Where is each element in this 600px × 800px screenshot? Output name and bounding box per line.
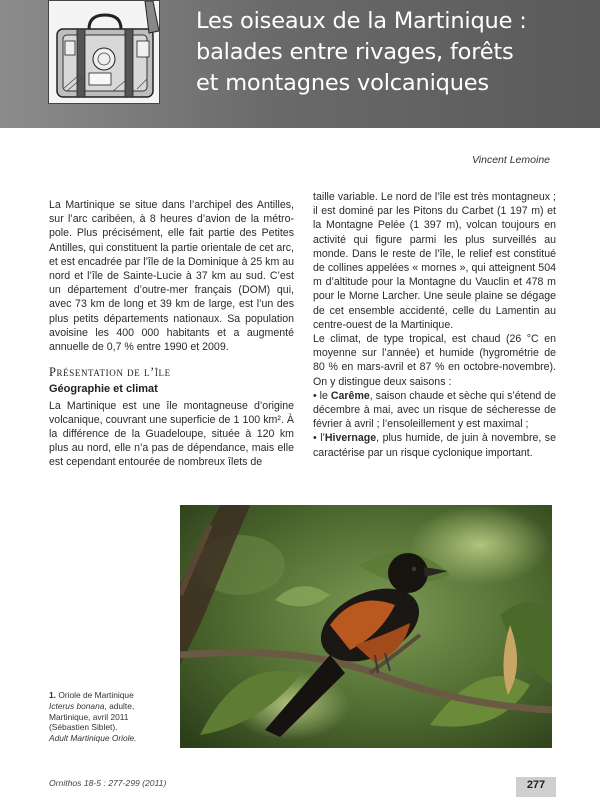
luggage-illustration-icon [48,0,160,104]
section-heading: Présentation de l’île [49,365,171,380]
right-column [313,190,556,460]
caption-title: Oriole de Martinique [58,690,134,700]
photo-caption: 1. Oriole de Martinique Icterus bonana, adulte, Martinique, avril 2011 (Sébastien Siblet). Adult Martinique Oriole. [49,690,137,744]
journal-reference: Ornithos 18-5 : 277-299 (2011) [49,778,167,788]
geography-paragraph: La Martinique est une île montagneuse d’origine volcanique, couvrant une superficie de 1 100 km². À la différence de la Guadeloupe, située à 120 km plus au nord, elle n’a pas de dépendance, mais elle est cependant entourée de nombreux îlets de [49,399,294,469]
title-line: et montagnes volcaniques [196,70,489,96]
intro-paragraph: La Martinique se situe dans l’archipel des Antilles, sur l’arc caribéen, à 8 heures d’avion de la métro- pole. Plus précisément, elle fait partie des Petites Antilles, qui constituent la partie orientale de cet arc, et est encadrée par l’île de la Dominique à 25 km au nord et l’île de Sainte-Lucie à 37 km au sud. C’est un département d’outre-mer français (DOM) qui, avec 73 km de long et 39 km de large, est l’un des plus petits départements nationaux. Sa population avoisine les 400 000 habitants et a augmenté annuelle de 0,7 % entre 1990 et 2009. [49,199,295,354]
article-title [196,6,596,99]
climate-paragraph: Le climat, de type tropical, est chaud (26 °C en moyenne sur l’année) et humide (hygrométrie de 80 % en mars-avril et 87 % en octobre-novembre). On y distingue deux saisons : [313,333,556,388]
careme-item: • le Carême, saison chaude et sèche qui s’étend de décembre à mai, avec un risque de sécheresse de février à avril ; l’ensoleillement y est maximal ; [313,389,556,431]
caption-english: Adult Martinique Oriole. [49,733,137,744]
left-column [49,198,294,470]
author-name: Vincent Lemoine [471,154,550,166]
relief-paragraph: taille variable. Le nord de l’île est très montagneux ; il est dominé par les Pitons du Carbet (1 197 m) et la Montagne Pelée (1 397 m), volcan toujours en activité qui figure parmi les plus surveillés au monde. Dans le reste de l’île, le relief est constitué de collines appelées « mornes », qui atteignent 504 m d’altitude pour la Montagne du Vauclin et 478 m pour le Morne Larcher. Une seule plaine se dégage de cet ensemble accidenté, celle du Lamentin au centre-ouest de la Martinique. [313,191,556,331]
hivernage-item: • l’Hivernage, plus humide, de juin à novembre, se caractérise par un risque cyclonique important. [313,432,556,459]
title-line: Les oiseaux de la Martinique : [196,8,527,34]
careme-term: Carême [330,389,370,402]
sub-heading: Géographie et climat [49,383,158,396]
oriole-photo [180,505,552,748]
hivernage-term: Hivernage [324,432,377,445]
page-number: 277 [526,779,546,791]
caption-number: 1. [49,690,56,700]
title-line: balades entre rivages, forêts [196,39,514,65]
caption-species: Icterus bonana [49,700,105,711]
